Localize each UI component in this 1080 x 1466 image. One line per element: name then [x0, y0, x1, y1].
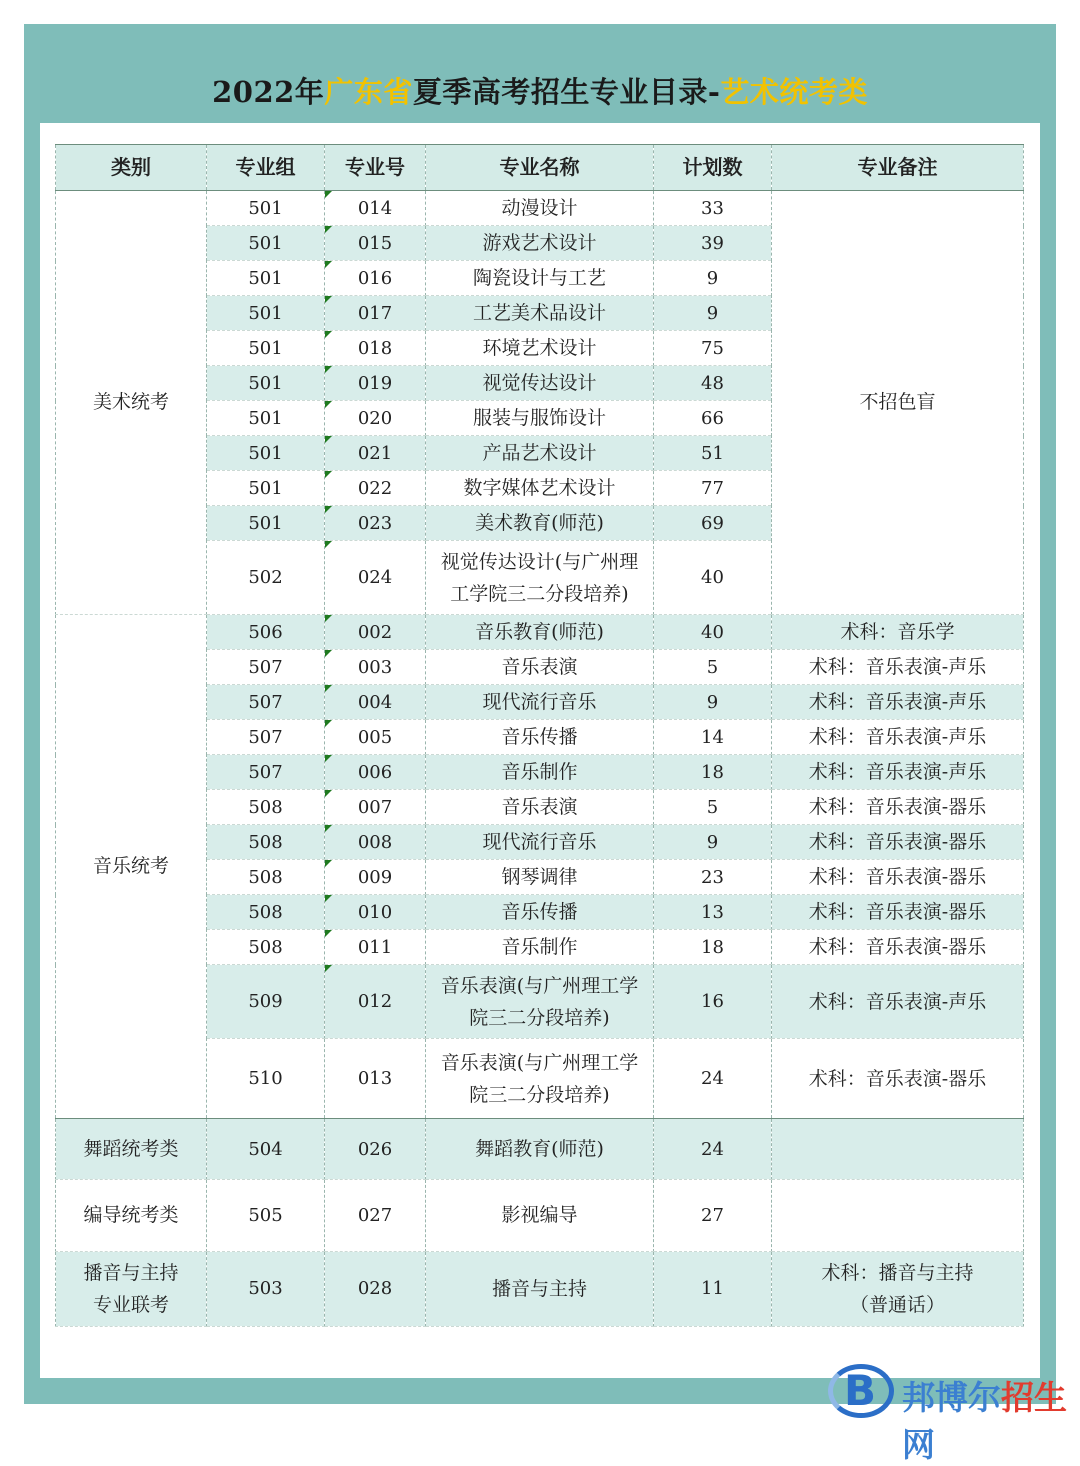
plan-cell: 77: [654, 471, 772, 506]
name-cell: 视觉传达设计: [426, 366, 654, 401]
name-line: 院三二分段培养): [469, 1083, 610, 1106]
name-line: 视觉传达设计(与广州理: [440, 550, 639, 573]
note-art: 不招色盲: [772, 191, 1024, 615]
group-cell: 508: [207, 825, 325, 860]
name-cell: 产品艺术设计: [426, 436, 654, 471]
header-group: 专业组: [207, 145, 325, 191]
name-cell: 播音与主持: [426, 1252, 654, 1327]
name-cell: 音乐制作: [426, 930, 654, 965]
name-line: 工学院三二分段培养): [450, 582, 629, 605]
name-cell: 游戏艺术设计: [426, 226, 654, 261]
name-cell: 舞蹈教育(师范): [426, 1119, 654, 1180]
note-cell: 术科：音乐学: [772, 615, 1024, 650]
plan-cell: 18: [654, 755, 772, 790]
code-cell: 002: [325, 615, 426, 650]
plan-cell: 51: [654, 436, 772, 471]
group-cell: 501: [207, 471, 325, 506]
category-line: 播音与主持: [83, 1262, 179, 1284]
name-cell: 工艺美术品设计: [426, 296, 654, 331]
plan-cell: 40: [654, 615, 772, 650]
code-cell: 023: [325, 506, 426, 541]
name-cell: 音乐教育(师范): [426, 615, 654, 650]
group-cell: 501: [207, 506, 325, 541]
code-cell: 012: [325, 965, 426, 1039]
name-cell: 数字媒体艺术设计: [426, 471, 654, 506]
plan-cell: 39: [654, 226, 772, 261]
code-cell: 014: [325, 191, 426, 226]
group-cell: 508: [207, 930, 325, 965]
note-cell: 术科：音乐表演-器乐: [772, 790, 1024, 825]
plan-cell: 14: [654, 720, 772, 755]
group-cell: 508: [207, 860, 325, 895]
group-cell: 501: [207, 261, 325, 296]
note-cell: 术科：音乐表演-声乐: [772, 720, 1024, 755]
code-cell: 003: [325, 650, 426, 685]
plan-cell: 69: [654, 506, 772, 541]
code-cell: 011: [325, 930, 426, 965]
table-header-row: [56, 145, 1024, 191]
group-cell: 507: [207, 755, 325, 790]
note-cell: 术科：音乐表演-声乐: [772, 685, 1024, 720]
code-cell: 010: [325, 895, 426, 930]
note-cell: [772, 1252, 1024, 1327]
category-art: 美术统考: [56, 191, 207, 615]
code-cell: 006: [325, 755, 426, 790]
code-cell: 026: [325, 1119, 426, 1180]
name-cell: 音乐传播: [426, 895, 654, 930]
plan-cell: 48: [654, 366, 772, 401]
name-cell: [426, 965, 654, 1039]
group-cell: 503: [207, 1252, 325, 1327]
note-cell: 术科：音乐表演-声乐: [772, 650, 1024, 685]
group-cell: 508: [207, 790, 325, 825]
group-cell: 508: [207, 895, 325, 930]
name-line: 音乐表演(与广州理工学: [440, 1051, 639, 1074]
plan-cell: 16: [654, 965, 772, 1039]
name-cell: 影视编导: [426, 1180, 654, 1252]
code-cell: 004: [325, 685, 426, 720]
name-cell: [426, 541, 654, 615]
name-cell: 音乐表演: [426, 790, 654, 825]
name-cell: 音乐传播: [426, 720, 654, 755]
code-cell: 009: [325, 860, 426, 895]
plan-cell: 9: [654, 685, 772, 720]
name-cell: 陶瓷设计与工艺: [426, 261, 654, 296]
plan-cell: 66: [654, 401, 772, 436]
table-row: [56, 1119, 1024, 1180]
group-cell: 501: [207, 436, 325, 471]
group-cell: 501: [207, 401, 325, 436]
code-cell: 013: [325, 1039, 426, 1119]
code-cell: 027: [325, 1180, 426, 1252]
admission-table: [55, 144, 1024, 1327]
plan-cell: 18: [654, 930, 772, 965]
plan-cell: 27: [654, 1180, 772, 1252]
name-cell: [426, 1039, 654, 1119]
group-cell: 510: [207, 1039, 325, 1119]
group-cell: 507: [207, 685, 325, 720]
note-cell: [772, 1119, 1024, 1180]
code-cell: 028: [325, 1252, 426, 1327]
category-dance: 舞蹈统考类: [56, 1119, 207, 1180]
note-cell: 术科：音乐表演-器乐: [772, 930, 1024, 965]
category-broadcast: [56, 1252, 207, 1327]
plan-cell: 9: [654, 261, 772, 296]
group-cell: 501: [207, 296, 325, 331]
name-cell: 音乐制作: [426, 755, 654, 790]
name-cell: 音乐表演: [426, 650, 654, 685]
code-cell: 020: [325, 401, 426, 436]
table-row: [56, 1180, 1024, 1252]
note-cell: 术科：音乐表演-器乐: [772, 825, 1024, 860]
group-cell: 501: [207, 226, 325, 261]
watermark-text: 邦博尔招生网: [902, 1378, 1067, 1464]
plan-cell: 33: [654, 191, 772, 226]
note-cell: 术科：音乐表演-器乐: [772, 1039, 1024, 1119]
code-cell: 008: [325, 825, 426, 860]
group-cell: 501: [207, 331, 325, 366]
name-line: 音乐表演(与广州理工学: [440, 974, 639, 997]
plan-cell: 13: [654, 895, 772, 930]
code-cell: 021: [325, 436, 426, 471]
header-note: 专业备注: [772, 145, 1024, 191]
code-cell: 017: [325, 296, 426, 331]
note-cell: 术科：音乐表演-器乐: [772, 895, 1024, 930]
name-cell: 服装与服饰设计: [426, 401, 654, 436]
category-line: 专业联考: [92, 1294, 169, 1316]
code-cell: 019: [325, 366, 426, 401]
plan-cell: 9: [654, 296, 772, 331]
plan-cell: 75: [654, 331, 772, 366]
code-cell: 018: [325, 331, 426, 366]
plan-cell: 5: [654, 650, 772, 685]
group-cell: 506: [207, 615, 325, 650]
code-cell: 016: [325, 261, 426, 296]
note-cell: 术科：音乐表演-器乐: [772, 860, 1024, 895]
category-music: 音乐统考: [56, 615, 207, 1119]
note-cell: 术科：音乐表演-声乐: [772, 965, 1024, 1039]
plan-cell: 24: [654, 1039, 772, 1119]
name-cell: 现代流行音乐: [426, 825, 654, 860]
bangboer-logo-icon: [826, 1360, 1080, 1464]
group-cell: 504: [207, 1119, 325, 1180]
name-cell: 环境艺术设计: [426, 331, 654, 366]
group-cell: 502: [207, 541, 325, 615]
group-cell: 509: [207, 965, 325, 1039]
name-cell: 动漫设计: [426, 191, 654, 226]
plan-cell: 40: [654, 541, 772, 615]
code-cell: 005: [325, 720, 426, 755]
note-cell: 术科：音乐表演-声乐: [772, 755, 1024, 790]
header-code: 专业号: [325, 145, 426, 191]
code-cell: 007: [325, 790, 426, 825]
plan-cell: 9: [654, 825, 772, 860]
plan-cell: 5: [654, 790, 772, 825]
group-cell: 501: [207, 191, 325, 226]
logo-letter: B: [844, 1366, 877, 1415]
group-cell: 501: [207, 366, 325, 401]
header-plan: 计划数: [654, 145, 772, 191]
page-title: 2022年广东省夏季高考招生专业目录-艺术统考类: [212, 75, 868, 109]
table-row: [56, 615, 1024, 650]
note-cell: [772, 1180, 1024, 1252]
header-category: 类别: [56, 145, 207, 191]
category-director: 编导统考类: [56, 1180, 207, 1252]
group-cell: 507: [207, 720, 325, 755]
code-cell: 024: [325, 541, 426, 615]
note-line: （普通话）: [849, 1294, 945, 1316]
name-cell: 现代流行音乐: [426, 685, 654, 720]
name-line: 院三二分段培养): [469, 1006, 610, 1029]
note-line: 术科：播音与主持: [821, 1262, 974, 1284]
plan-cell: 24: [654, 1119, 772, 1180]
name-cell: 美术教育(师范): [426, 506, 654, 541]
table-row: [56, 1252, 1024, 1327]
group-cell: 505: [207, 1180, 325, 1252]
name-cell: 钢琴调律: [426, 860, 654, 895]
table-row: [56, 191, 1024, 226]
group-cell: 507: [207, 650, 325, 685]
code-cell: 015: [325, 226, 426, 261]
header-name: 专业名称: [426, 145, 654, 191]
plan-cell: 23: [654, 860, 772, 895]
code-cell: 022: [325, 471, 426, 506]
plan-cell: 11: [654, 1252, 772, 1327]
